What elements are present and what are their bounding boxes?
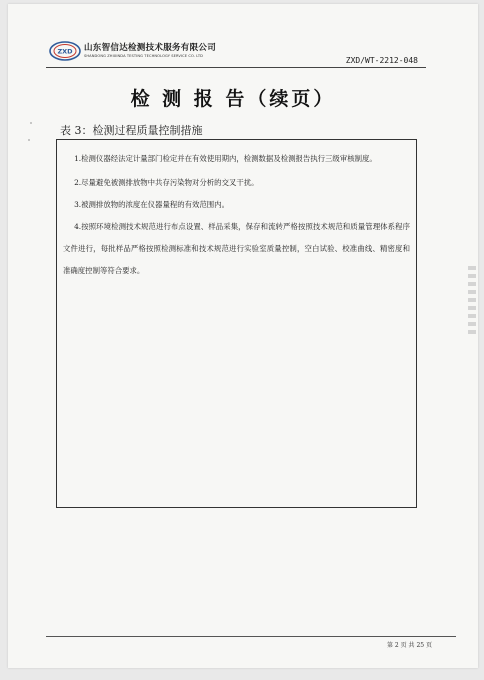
company-name-en: SHANDONG ZHIXINDA TESTING TECHNOLOGY SERVICE CO. LTD — [84, 54, 203, 58]
company-logo — [48, 39, 217, 65]
measure-item-2: 2.尽量避免被测排放物中共存污染物对分析的交叉干扰。 — [74, 178, 259, 187]
table-title: 表 3：检测过程质量控制措施 — [60, 124, 203, 137]
footer-divider — [46, 636, 456, 637]
measure-item-1: 1.检测仪器经法定计量部门检定并在有效使用期内，检测数据及检测报告执行三级审核制度。 — [74, 154, 377, 163]
logo-text: ZXD — [57, 47, 73, 56]
quality-control-table — [56, 139, 417, 508]
page-number: 第 2 页 共 25 页 — [387, 642, 432, 649]
measure-item-3: 3.被测排放物的浓度在仪器量程的有效范围内。 — [74, 200, 229, 209]
header-divider — [46, 67, 426, 68]
scan-speck — [30, 122, 32, 124]
page-title: 检 测 报 告（续页） — [130, 88, 336, 110]
binding-stamp-mark — [468, 266, 476, 338]
report-page — [8, 4, 478, 668]
measure-item-4: 4.按照环境检测技术规范进行布点设置、样品采集，保存和流转严格按照技术规范和质量管理体系程序文件进行，每批样品严格按照检测标准和技术规范进行实验室质量控制，空白试验、校准曲线、精密度和准确度控制等符合要求。 — [63, 222, 410, 275]
scan-speck — [28, 139, 30, 141]
zxd-logo-icon — [48, 39, 82, 63]
company-name-cn: 山东智信达检测技术服务有限公司 — [84, 43, 217, 53]
report-number: ZXD/WT-2212-048 — [345, 56, 418, 65]
